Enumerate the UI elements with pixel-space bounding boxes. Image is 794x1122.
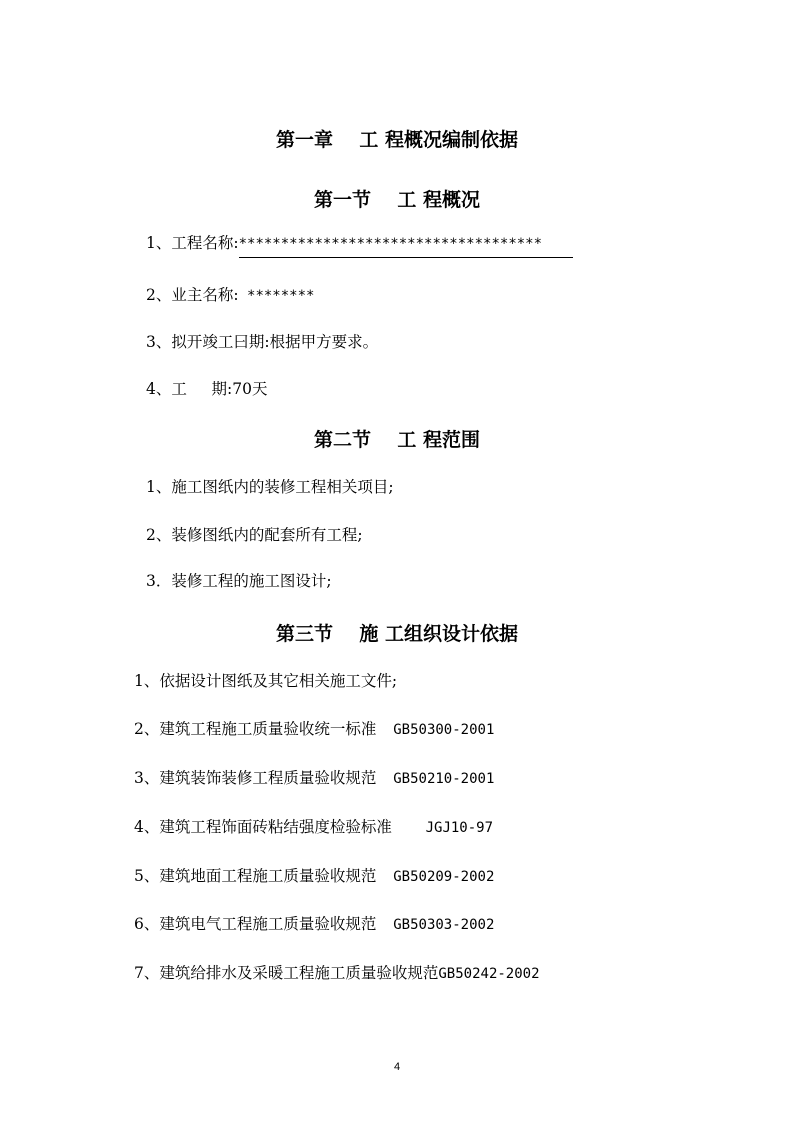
basis-item-2-label: 2、建筑工程施工质量验收统一标准 xyxy=(134,720,377,738)
basis-item-7-code: GB50242-2002 xyxy=(438,966,540,982)
owner-name-label: 2、业主名称: xyxy=(146,286,239,304)
section2-title: 第二节 工 程范围 xyxy=(313,429,481,451)
scope-item-2: 2、装修图纸内的配套所有工程; xyxy=(146,526,363,544)
basis-item-4-label: 4、建筑工程饰面砖粘结强度检验标准 xyxy=(134,818,392,836)
basis-item-2-code: GB50300-2001 xyxy=(376,722,495,738)
basis-item-5 xyxy=(134,865,494,888)
project-name-value: ************************************ xyxy=(239,233,573,258)
basis-item-3-label: 3、建筑装饰装修工程质量验收规范 xyxy=(134,769,377,787)
basis-item-5-label: 5、建筑地面工程施工质量验收规范 xyxy=(134,867,377,885)
schedule-item: 3、拟开竣工曰期:根据甲方要求。 xyxy=(146,333,379,351)
basis-item-6-label: 6、建筑电气工程施工质量验收规范 xyxy=(134,915,377,933)
section3-title: 第三节 施 工组织设计依据 xyxy=(275,623,519,645)
basis-item-3 xyxy=(134,767,494,790)
basis-item-1 xyxy=(134,670,397,692)
basis-item-4-code: JGJ10-97 xyxy=(391,820,494,836)
project-name-label: 1、工程名称: xyxy=(146,234,239,252)
scope-item-3: 3．装修工程的施工图设计; xyxy=(146,572,332,590)
owner-name-item xyxy=(146,284,314,307)
basis-item-2 xyxy=(134,718,494,741)
basis-item-7 xyxy=(134,962,540,985)
section1-title: 第一节 工 程概况 xyxy=(313,189,481,211)
basis-item-1-label: 1、依据设计图纸及其它相关施工文件; xyxy=(134,672,398,690)
owner-name-value: ******** xyxy=(238,288,315,304)
basis-item-7-label: 7、建筑给排水及采暖工程施工质量验收规范 xyxy=(134,964,439,982)
project-name-item xyxy=(146,232,573,258)
basis-item-6-code: GB50303-2002 xyxy=(376,917,495,933)
basis-item-4 xyxy=(134,816,493,839)
scope-item-1: 1、施工图纸内的装修工程相关项目; xyxy=(146,478,394,496)
basis-item-6 xyxy=(134,913,494,936)
duration-item: 4、工 期:70天 xyxy=(146,380,268,398)
page-number: 4 xyxy=(393,1061,401,1073)
basis-item-5-code: GB50209-2002 xyxy=(376,869,495,885)
chapter-title: 第一章 工 程概况编制依据 xyxy=(275,129,519,151)
basis-item-3-code: GB50210-2001 xyxy=(376,771,495,787)
